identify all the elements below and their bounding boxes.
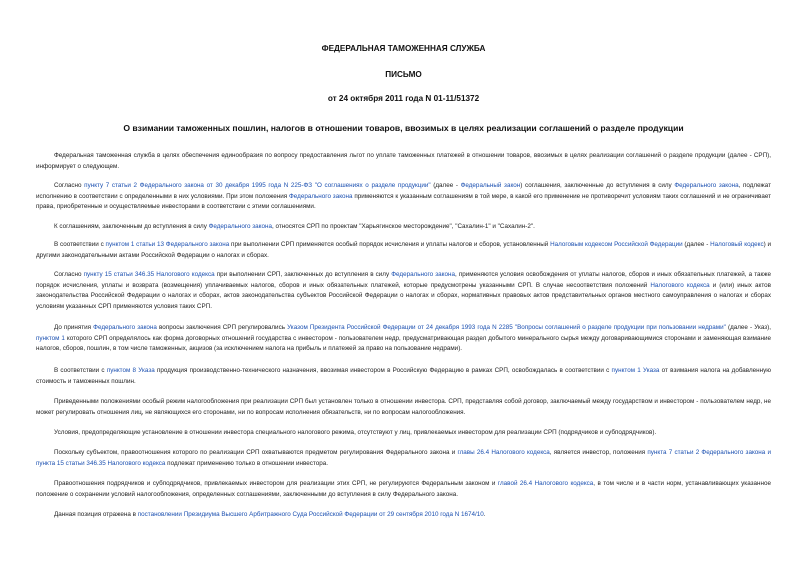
paragraph-text: Поскольку субъектом, правоотношения которого по реализации СРП охватываются предметом регулирования Федерального закона и <box>54 449 458 456</box>
paragraph-text: Согласно <box>54 182 85 189</box>
paragraph-text: которого СРП определялось как форма договорных отношений государства с инвестором - пользователем недр, предусматривающая раздел добытого минерального сырья между договаривающимися сторонами и заменяющая взимание налогов, сборов, пошлин, в том числе таможенных, акцизов (за исключением налога на прибыль и платежей за право на пользование недрами). <box>36 334 771 352</box>
paragraph-text: вопросы заключения СРП регулировались <box>156 324 288 331</box>
paragraph-8 <box>36 397 771 418</box>
paragraph-text: Данная позиция отражена в <box>54 511 138 518</box>
paragraph-5 <box>36 270 771 312</box>
paragraph-4 <box>36 240 771 261</box>
paragraph-text: Федеральная таможенная служба в целях обеспечения единообразия по вопросу предоставления льгот по уплате таможенных платежей в отношении товаров, ввозимых в целях реализации соглашений о разделе продукции (далее - СРП), информирует о следующем. <box>36 152 771 170</box>
paragraph-text: применяются к указанным соглашениям в той мере, в какой его применение не противоречит условиям таких соглашений и не ограничивает права, приобретенные и осуществляемые инвесторами в соответствии с этими соглашениями. <box>36 192 771 210</box>
federal-law-link[interactable]: Федеральный закон <box>460 182 521 189</box>
paragraph-text: . <box>483 511 486 518</box>
paragraph-text: (далее - <box>430 182 461 189</box>
paragraph-1 <box>36 151 771 172</box>
federal-law-link[interactable]: Федерального закона <box>93 324 157 331</box>
paragraph-text: и (или) иных актов законодательства Российской Федерации о налогах и сборах, актов законодательства субъектов Российской Федерации о налогах и сборах, нормативных правовых актов представительных органов местного самоуправления о налогах и сборах условиям указанных СРП применяются условия таких СРП. <box>36 281 771 310</box>
paragraph-text: ) и другими законодательными актами Российской Федерации о налогах и сборах. <box>36 241 772 259</box>
paragraph-text: В соответствии с <box>54 241 106 248</box>
paragraph-text: До принятия <box>54 324 94 331</box>
federal-law-link[interactable]: Федерального закона <box>289 192 353 200</box>
paragraph-12 <box>36 510 771 521</box>
paragraph-text: Правоотношения подрядчиков и субподрядчиков, привлекаемых инвестором для реализации этих СРП, не регулируются Федеральным законом и <box>54 480 498 487</box>
decree-point-1-link[interactable]: пунктом 1 <box>36 334 65 342</box>
paragraph-text: Условия, предопределяющие установление в отношении инвестора специального налогового режима, отсутствуют у лиц, привлекаемых инвестором для реализации СРП (подрядчиков и субподрядчиков). <box>54 429 657 436</box>
paragraph-2 <box>36 181 771 213</box>
article-13-link[interactable]: пунктом 1 статьи 13 Федерального закона <box>105 241 230 248</box>
decree-point-8-link[interactable]: пунктом 8 Указа <box>106 367 155 374</box>
paragraph-text: (далее - Указ), <box>725 324 772 331</box>
paragraph-6 <box>36 323 771 355</box>
article-346-35-link[interactable]: пункту 15 статьи 346.35 Налогового кодекса <box>83 271 215 278</box>
paragraph-11 <box>36 479 771 500</box>
presidential-decree-link[interactable]: Указом Президента Российской Федерации от 24 декабря 1993 года N 2285 "Вопросы соглашений о разделе продукции при пользовании недрами" <box>287 324 726 331</box>
paragraph-text: ) соглашения, заключенные до вступления в силу <box>520 182 675 189</box>
tax-code-link[interactable]: Налоговым кодексом Российской Федерации <box>550 241 683 248</box>
paragraph-text: , является инвестор, положения <box>549 449 648 456</box>
paragraph-text: Согласно <box>54 271 84 278</box>
federal-law-link[interactable]: Федерального закона <box>391 271 455 278</box>
paragraph-10 <box>36 448 771 469</box>
chapter-26-4-link[interactable]: главы 26.4 Налогового кодекса <box>457 449 550 456</box>
document-date-number: от 24 октября 2011 года N 01-11/51372 <box>327 94 480 103</box>
federal-law-link[interactable]: Федерального закона <box>208 223 272 230</box>
paragraph-text: , в том числе и в части норм, устанавливающих указанное положение о сохранении условий налогообложения, определенных соглашениями, заключенными до вступления в силу Федерального закона. <box>36 480 771 498</box>
paragraph-text: при выполнении СРП, заключенных до вступления в силу <box>214 271 392 278</box>
agency-title: ФЕДЕРАЛЬНАЯ ТАМОЖЕННАЯ СЛУЖБА <box>321 44 486 53</box>
paragraph-text: подлежат применению только в отношении инвестора. <box>165 459 328 467</box>
paragraph-text: , подлежат исполнению в соответствии с определенными в них условиями. При этом положения <box>36 182 772 200</box>
paragraph-text: , применяются условия освобождения от уплаты налогов, сборов и иных обязательных платежей, а также порядок исчисления, уплаты и возврата (возмещения) уплачиваемых налогов, сборов и иных обязательных платежей, которые предусмотрены указанными СРП. В случае несоответствия положений <box>36 271 772 289</box>
paragraph-text: К соглашениям, заключенным до вступления в силу <box>54 223 209 230</box>
document-type: ПИСЬМО <box>385 70 422 79</box>
tax-code-link[interactable]: Налогового кодекса <box>650 281 710 289</box>
paragraph-text: продукция производственно-технического назначения, ввозимая инвестором в Российскую Федерацию в рамках СРП, освобождалась в соответствии с <box>154 367 612 374</box>
paragraph-3 <box>36 222 771 233</box>
paragraph-text: (далее - <box>682 241 711 248</box>
paragraph-text: Приведенными положениями особый режим налогообложения при реализации СРП был установлен только в отношении инвестора. СРП, представляя собой договор, заключаемый между государством и инвестором - пользователем недр, не может регулировать отношения лиц, не являющихся его сторонами, ни по вопросам исполнения обязательств, ни по вопросам налогообложения. <box>36 398 771 416</box>
paragraph-7 <box>36 366 771 387</box>
paragraph-text: В соответствии с <box>54 367 107 374</box>
tax-code-short-link[interactable]: Налоговый кодекс <box>710 241 764 248</box>
law-and-code-points-link[interactable]: пункта 7 статьи 2 Федерального закона и пункта 15 статьи 346.35 Налогового кодекса <box>36 449 771 467</box>
law-225-fz-link[interactable]: пункту 7 статьи 2 Федерального закона от 30 декабря 1995 года N 225-ФЗ "О соглашениях о разделе продукции" <box>84 182 431 189</box>
chapter-26-4-link[interactable]: главой 26.4 Налогового кодекса <box>497 480 594 487</box>
paragraph-text: при выполнении СРП применяется особый порядок исчисления и уплаты налогов и сборов, установленный <box>229 241 551 248</box>
paragraph-text: , относятся СРП по проектам "Харьягинское месторождение", "Сахалин-1" и "Сахалин-2". <box>271 223 535 230</box>
decree-point-1-link[interactable]: пунктом 1 Указа <box>611 367 660 374</box>
federal-law-link[interactable]: Федерального закона <box>674 182 739 189</box>
paragraph-text: от взимания налога на добавленную стоимость и таможенных пошлин. <box>36 367 771 385</box>
supreme-arbitration-court-ruling-link[interactable]: постановлении Президиума Высшего Арбитражного Суда Российской Федерации от 29 сентября 2010 года N 1674/10 <box>137 511 484 518</box>
document-subject: О взимании таможенных пошлин, налогов в отношении товаров, ввозимых в целях реализации соглашений о разделе продукции <box>123 123 684 133</box>
paragraph-9 <box>36 428 771 439</box>
